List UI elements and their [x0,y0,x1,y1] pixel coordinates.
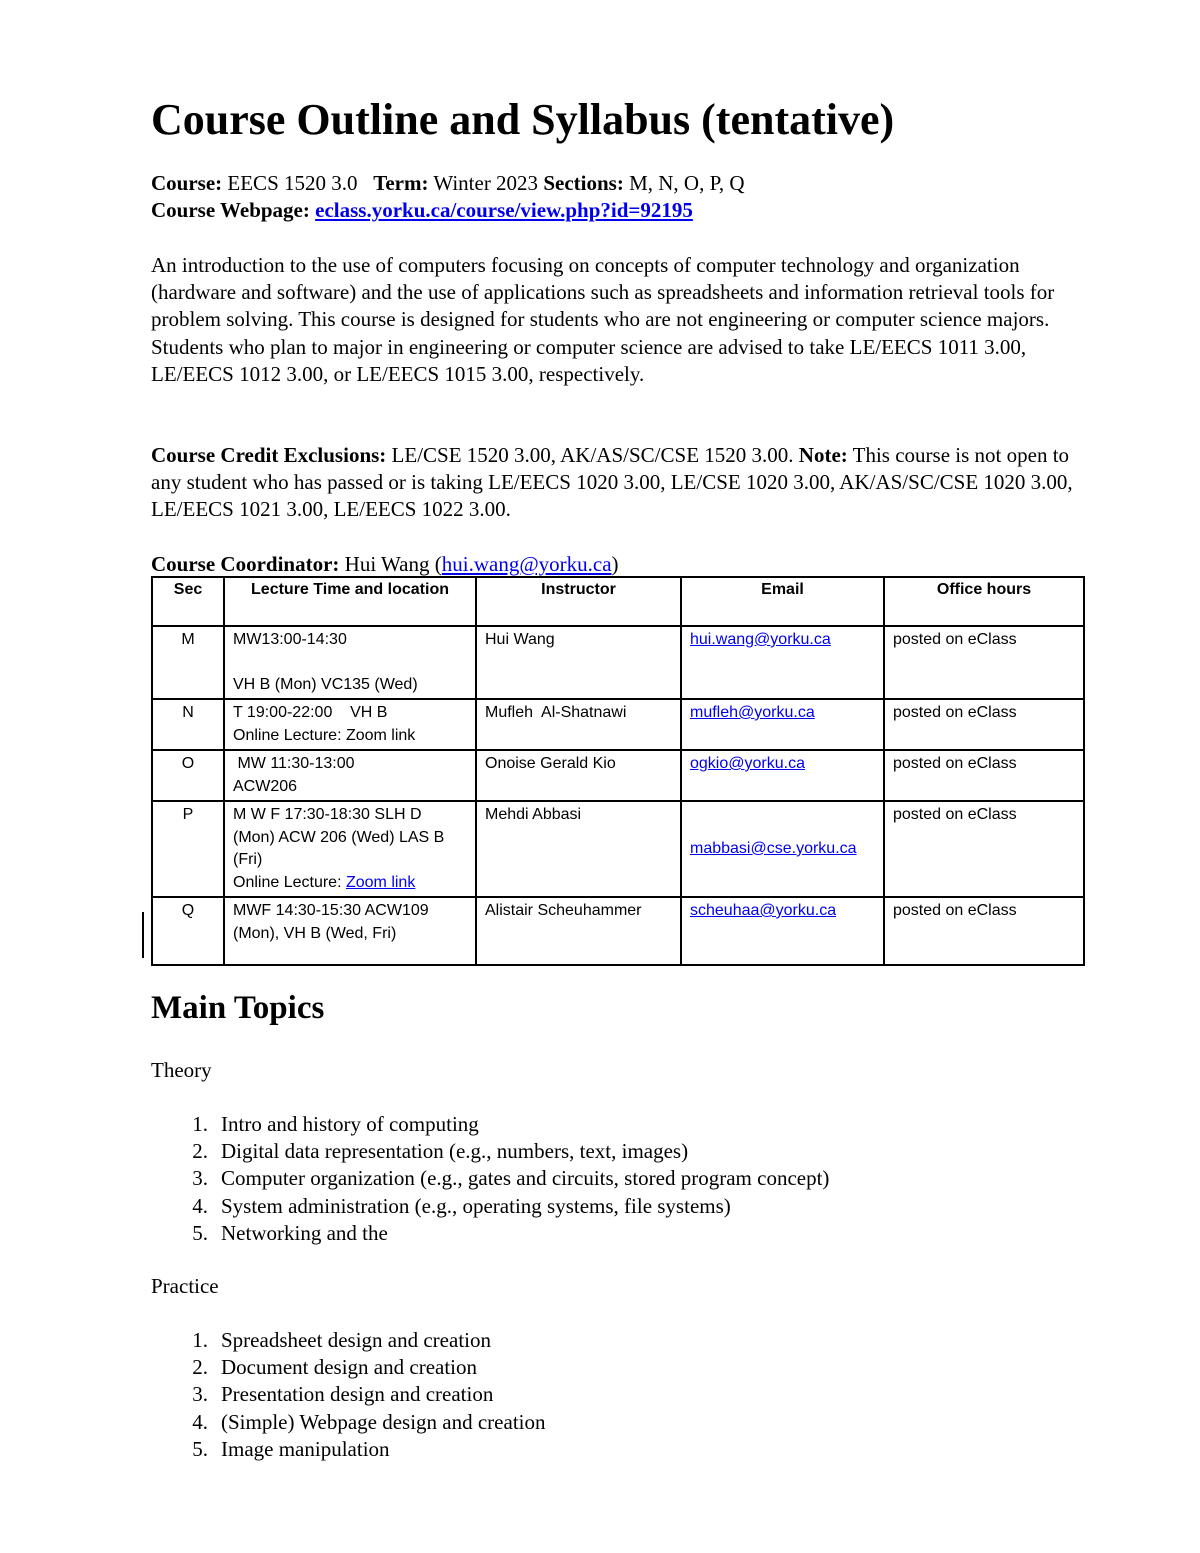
coordinator-email-link[interactable]: hui.wang@yorku.ca [441,552,612,576]
list-item: 2. Digital data representation (e.g., numbers, text, images) [192,1139,689,1164]
term-value: Winter 2023 [433,171,539,195]
instructor-cell: Mufleh Al-Shatnawi [476,699,681,750]
instructor-email-link[interactable]: mabbasi@cse.yorku.ca [690,839,857,857]
office-hours-cell: posted on eClass [884,626,1084,699]
list-item: 4. System administration (e.g., operating systems, file systems) [192,1193,731,1218]
table-row [152,699,1084,750]
practice-label: Practice [151,1274,219,1298]
header-office-hours: Office hours [884,577,1084,626]
main-topics-heading: Main Topics [151,990,325,1026]
lecture-cell: MWF 14:30-15:30 ACW109 (Mon), VH B (Wed, Fri) [224,897,476,965]
list-item: 4. (Simple) Webpage design and creation [192,1409,546,1434]
table-header-row [152,577,1084,626]
theory-list [151,1111,829,1247]
sections-label: Sections: [543,171,624,195]
table-row [152,750,1084,801]
table-row [152,801,1084,897]
note-label: Note: [798,443,848,467]
lecture-cell [224,626,476,699]
lecture-online [233,872,467,895]
instructor-cell: Mehdi Abbasi [476,801,681,897]
note-text: This course is not open to any student who has passed or is taking LE/EECS 1020 3.00, LE/CSE 1020 3.00, AK/AS/SC/CSE 1020 3.00, LE/EECS 1021 3.00, LE/EECS 1022 3.00. [151,443,1073,522]
sections-value: M, N, O, P, Q [629,171,745,195]
office-hours-cell: posted on eClass [884,897,1084,965]
theory-label: Theory [151,1058,212,1082]
list-item: 5. Networking and the [192,1220,388,1245]
text-cursor [142,912,144,958]
webpage-label: Course Webpage: [151,198,310,222]
email-cell [681,750,884,801]
sec-cell: P [152,801,224,897]
email-cell [681,699,884,750]
course-label: Course: [151,171,223,195]
table-row [152,626,1084,699]
webpage-line [151,197,745,224]
coordinator-label: Course Coordinator: [151,552,340,576]
instructor-email-link[interactable]: hui.wang@yorku.ca [690,631,831,648]
header-sec: Sec [152,577,224,626]
list-item: 5. Image manipulation [192,1436,390,1461]
list-item: 3. Computer organization (e.g., gates and circuits, stored program concept) [192,1166,830,1191]
course-line [151,170,745,197]
exclusions-label: Course Credit Exclusions: [151,443,387,467]
credit-exclusions [151,442,1086,524]
page-title: Course Outline and Syllabus (tentative) [151,95,895,144]
office-hours-cell: posted on eClass [884,699,1084,750]
zoom-link[interactable]: Zoom link [345,873,416,891]
term-label: Term: [373,171,429,195]
lecture-cell [224,801,476,897]
list-item: 3. Presentation design and creation [192,1382,494,1407]
header-email: Email [681,577,884,626]
sec-cell: M [152,626,224,699]
list-item: 2. Document design and creation [192,1355,477,1380]
header-lecture: Lecture Time and location [224,577,476,626]
office-hours-cell: posted on eClass [884,750,1084,801]
lecture-cell [224,750,476,801]
lecture-time: M W F 17:30-18:30 SLH D (Mon) ACW 206 (Wed) LAS B (Fri) [233,806,445,868]
coordinator-name: Hui Wang [344,552,430,576]
lecture-location: VH B (Mon) VC135 (Wed) [233,675,418,693]
course-webpage-link[interactable]: eclass.yorku.ca/course/view.php?id=92195 [315,198,693,222]
practice-list [151,1327,546,1463]
online-prefix: Online Lecture: [233,873,342,891]
instructor-email-link[interactable]: scheuhaa@yorku.ca [690,902,837,919]
instructor-cell: Alistair Scheuhammer [476,897,681,965]
email-cell [681,897,884,965]
course-meta [151,170,745,224]
header-instructor: Instructor [476,577,681,626]
list-item: 1. Intro and history of computing [192,1112,479,1136]
instructor-cell: Hui Wang [476,626,681,699]
email-cell [681,626,884,699]
lecture-time: MW 11:30-13:00 [233,755,355,772]
lecture-time: T 19:00-22:00 VH B [233,704,388,721]
list-item: 1. Spreadsheet design and creation [192,1328,491,1352]
sec-cell: N [152,699,224,750]
instructor-email-link[interactable]: ogkio@yorku.ca [690,755,805,772]
lecture-location: ACW206 [233,777,298,795]
course-value: EECS 1520 3.0 [227,171,358,195]
section-schedule-table [151,576,1085,966]
instructor-email-link[interactable]: mufleh@yorku.ca [690,704,815,721]
exclusions-text: LE/CSE 1520 3.00, AK/AS/SC/CSE 1520 3.00. [391,443,794,467]
sec-cell: Q [152,897,224,965]
email-cell [681,801,884,897]
course-coordinator: Course Coordinator: Hui Wang (hui.wang@yorku.ca) [151,552,619,576]
table-row [152,897,1084,965]
lecture-cell [224,699,476,750]
instructor-cell: Onoise Gerald Kio [476,750,681,801]
lecture-location: Online Lecture: Zoom link [233,726,416,744]
lecture-time: MW13:00-14:30 [233,631,347,648]
sec-cell: O [152,750,224,801]
course-description: An introduction to the use of computers focusing on concepts of computer technology and organization (hardware and software) and the use of applications such as spreadsheets and information retrieval tools for problem solving. This course is designed for students who are not engineering or computer science majors. Students who plan to major in engineering or computer science are advised to take LE/EECS 1011 3.00, LE/EECS 1012 3.00, or LE/EECS 1015 3.00, respectively. [151,253,1055,386]
office-hours-cell: posted on eClass [884,801,1084,897]
